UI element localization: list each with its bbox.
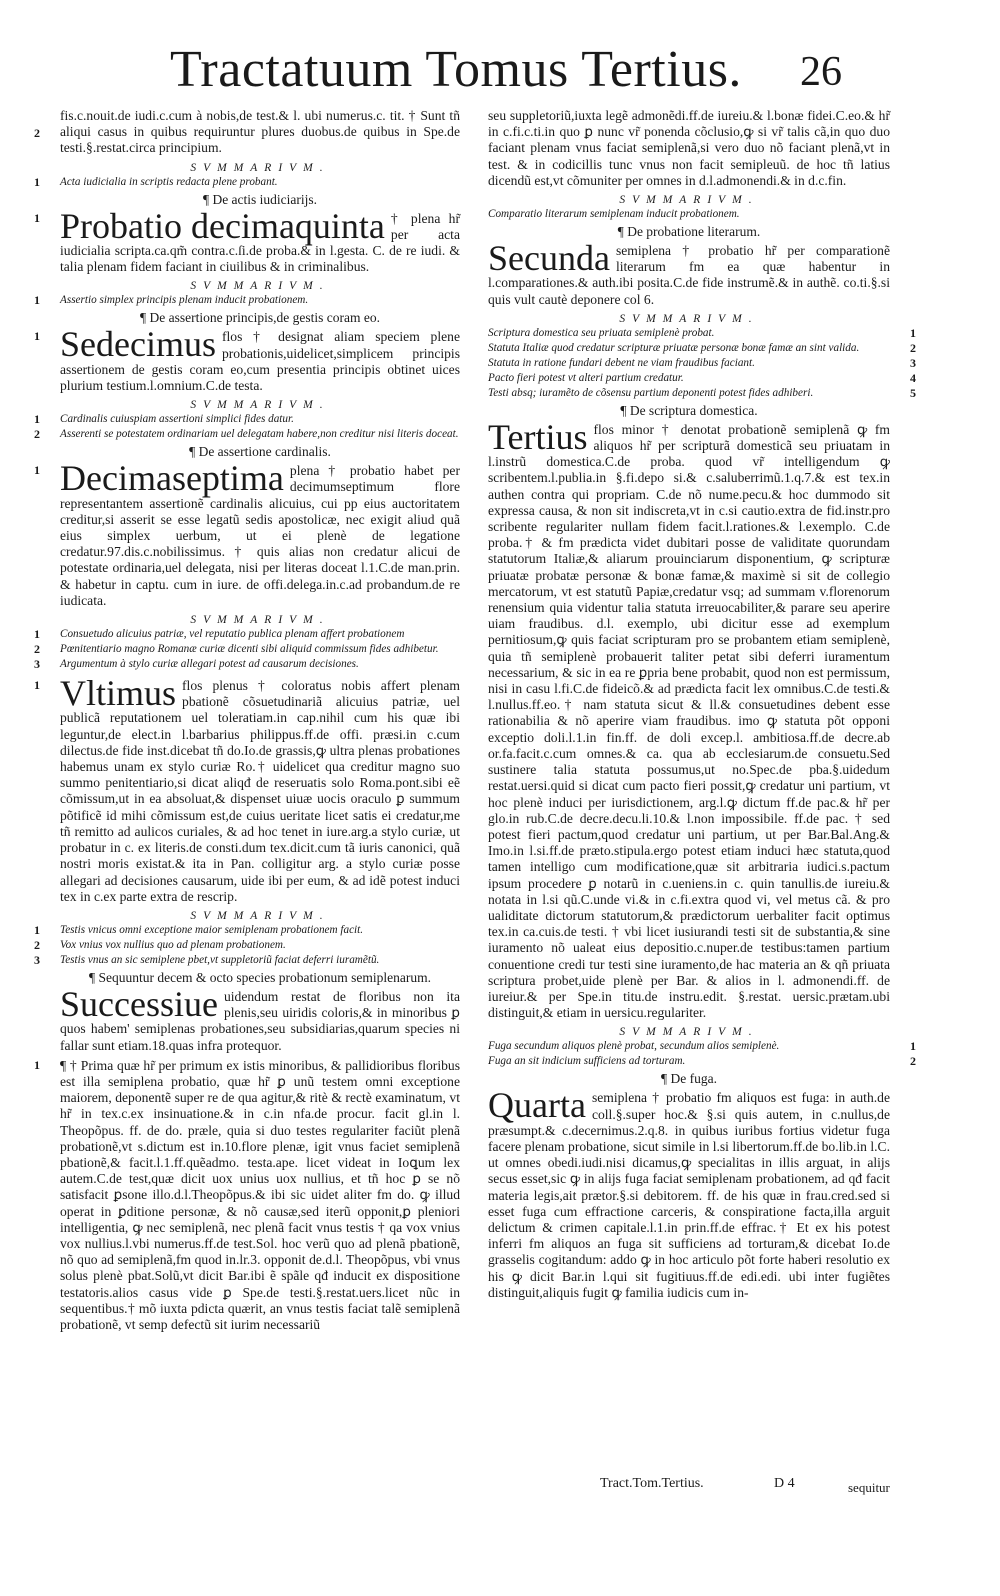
summary-item: 1 Testis vnicus omni exceptione maior semiplenam probationem facit. — [34, 922, 364, 937]
paragraph: 1 Probatio decimaquinta † plena hr̃ per acta iudicialia scripta.ca.qm̃ contra.c.ſi.de proba.& in l.gesta. C. de re iudi. & talia plenam fidem faciant in ciuilibus & in criminalibus. — [34, 205, 460, 275]
summary-item: 1 Acta iudicialia in scriptis redacta plene probant. — [34, 174, 278, 189]
summary-item: 1 Cardinalis cuiuspiam assertioni simplici fides datur. — [34, 412, 294, 427]
summarium-heading: SVMMARIVM. — [190, 909, 330, 922]
section-heading: ¶ Sequuntur decem & octo species probationum semiplenarum. — [88, 969, 432, 985]
initial-word: Successiue — [60, 983, 218, 1024]
page-number: 26 — [800, 49, 842, 95]
marginal-number: 1 — [34, 678, 40, 693]
summary-item: 3 Statuta in ratione fundari debent ne viam fraudibus faciant. — [488, 355, 916, 370]
running-title: Tractatuum Tomus Tertius. — [170, 41, 742, 98]
paragraph: 1 Sedecimus flos † designat aliam speciem plene probationis,uidelicet,simplicem principis assertionem de gestis coram eo,cum presentia principis obtinet uices plurium testium.l.omnium.C.de testa. — [34, 324, 460, 394]
section-heading: ¶ De assertione cardinalis. — [189, 444, 331, 460]
paragraph: 1 ¶ † Prima quæ hr̃ per primum ex istis minoribus, & pallidioribus floribus est illa semiplena probatio, quæ hr̃ ꝑ unũ testem omni exceptione maiorem, deponentẽ super re de qua agitur,& ritè & rectè examinatum, vt hr̃ in tex.c.ex insinuatione.& in c.in nfa.de procur. facit gl.in l. Theopõpus. ff. de do. præle, quia si duo testes regulariter faciũt plenã probationẽ,vt s.dictum est in.10.flore plenæ, igit vnus faciet semiplenã pbationẽ,& facit.l.1.ff.quẽadmo. testa.ape. licet videat in Ioꝗum lex autem.C.de test,quæ dicit uox unius uox nullius, et tñ hoc ꝑ se nõ satisfacit ꝑsone illo.d.l.Theopõpus.& ibi sic uidet aliter fm do. ꝙ illud operat in ꝑditione personæ, & nõ causæ,sed iterũ opponit,ꝑ pleniori intelligentia, ꝙ nec semiplenã, nec plenã facit vnus testis † qa vox vnius vox nullius.l.vbi numerus.ff.de test.Sol. hoc verũ quo ad plenã pbationẽ, nõ quo ad semiplenã,fm quod in.lr.3. opponit de.d.l. Theopõpus, vbi vnus solus plenè pbat.Solũ,vt dicit Bar.ibi ẽ spãle qđ inducit ex dispositione testatoris.alios casus vide ꝑ Spe.de testi.§.restat.uers.licet nũc in sequentibus.† mõ iuxta pdicta quærit, an vnus testis faciat talẽ semiplenã probationẽ, vt semp defectũ sit iurim necessariũ — [34, 1057, 460, 1332]
section-heading: ¶ De assertione principis,de gestis coram eo. — [139, 310, 381, 326]
marginal-number: 2 — [34, 126, 40, 140]
summarium-heading: SVMMARIVM. — [190, 161, 330, 174]
summarium-heading: SVMMARIVM. — [190, 399, 330, 412]
marginal-number: 1 — [34, 210, 40, 225]
catchword: sequitur — [848, 1480, 890, 1495]
summary-item: 1 Scriptura domestica seu priuata semiplenè probat. — [488, 325, 916, 340]
summarium-heading: SVMMARIVM. — [190, 280, 330, 293]
summarium-heading: SVMMARIVM. — [619, 312, 759, 325]
initial-word: Secunda — [488, 238, 610, 279]
paragraph: Successiue uidendum restat de floribus non ita plenis,seu uiridis coloris,& in minoribus ꝑ quos habem' semiplenas probationes,seu subsidiarias,quarum species ni fallar sunt etiam.18.quas infra protequor. — [60, 983, 460, 1053]
initial-word: Probatio decimaquinta — [60, 205, 385, 246]
section-heading: ¶ De actis iudiciarijs. — [202, 191, 318, 207]
paragraph: Tertius flos minor † denotat probationẽ semiplenã ꝙ fm aliquos hr̃ per scripturã domesticã seu priuatam in l.instrũ domestica.C.de proba. quod vr̃ intelligendum ꝙ scribentem.l.publia.in §.fi.depo si.& c.saluberrimũ.1.q.7.& est tex.in authen contra qui propriam. C.de nõ nume.pecu.& hoc dummodo sit expressa causa, & non sit indiscreta,vt in c.si cautio.extra de fid.instr.pro scribente regulariter nullam fidem facit.l.rationes.& l.exemplo. C.de proba.† & fm prædicta videt dubitari posse de validitate quorundam statutorum Italiæ,& aliarum prouinciarum disponentium, ꝙ scripturæ priuatæ probatæ personæ & bonæ famæ,& maximè si sit de collegio mercatorum, vt est statutũ Papiæ,credatur vsq; ad summam v.florenorum renensium quia videntur talia statuta irreuocabiliter,& parare seu aperire uiam fraudibus. d.l. exemplo, ubi dicitur esse ad exemplum pernitiosum,ꝙ quis faciat scripturam pro se probantem etiam semiplenè, quia tñ semiplenè probauerit taliter petat sibi deferri iuramentum necessarium, & sic in ea re ꝑpria bene probabit, quod non est permissum, nisi in casu l.fi.C.de fideicõ.& ad prædicta facit lex omnibus.C.de testi.& l.nullus.ff.eo.† nam statuta sicut & ll.& consuetudines debent esse rationabilia & nõ aperire viam fraudibus. imo ꝙ statuta põt opponi exceptio doli.l.1.in fin.ff. de doli excep.l. ambitiosa.ff.de decre.ab or.fa.facit.c.cum omnes.& ca. qua ab ecclesiarum.de consuetu.Sed sustinere talia statuta possumus,ut no.Spec.de pba.§.uidedum restat.uersi.quid si dicat cum pacto fieri possit,ꝙ credatur uni partium, vt hoc plenè induci per iurisdictionem, arg.l.ꝙ dictum ff.de pac.& hr̃ per glo.in rub.C.de decre.decu.li.10.& l.non impossibile. ff.de pac. † sed potest fieri pactum,quod credatur uni partium, ut per Bar.Bal.Ang.& Imo.in l.si.ff.de præto.stipula.ergo potest etiam induci hæc statuta,quod tamen intelligo cum modificatione,quæ sit arbitraria iudici.s.pactum ipsum procedere ꝑ notarũ in c.ueniens.in c. quin tanullis.de iureiu.& notata in l.si qũ.C.unde vi.& in c.fi.extra quod vi, vel metus cã. & pro ualiditate dictorum statutorum,& prædictorum uerbaliter facit optimus tex.in ca.cuis.de testi. † vbi licet iusiurandi testi sit de substantia,& sine iuramento nõ ualeat eius depositio.c.nuper.de testibus:tamen partium conuentione credi tur testi sine iuramento,de hac materia an & qñ priuata scriptura probet,uide plenè per Bar. & alios in l. admonendi.ff. de iureiur.& per Spe.in titu.de instru.edit. §.restat. uersic.prætam.ubi distinguit,& etiam in uersicu.regulariter. — [488, 416, 890, 1021]
summary-item: 2 Asserenti se potestatem ordinariam uel delegatam habere,non creditur nisi literis doceat. — [34, 427, 459, 442]
marginal-number: 1 — [34, 463, 40, 478]
summary-item: 1 Fuga secundum aliquos plenè probat, secundum alios semiplenè. — [488, 1039, 916, 1054]
summary-item: 4 Pacto fieri potest vt alteri partium credatur. — [488, 370, 916, 385]
section-heading: ¶ De fuga. — [661, 1071, 717, 1087]
section-heading: ¶ De scriptura domestica. — [620, 402, 758, 418]
summarium-heading: SVMMARIVM. — [190, 614, 330, 627]
section-heading: ¶ De probatione literarum. — [617, 224, 761, 240]
paragraph: 1 Vltimus flos plenus † coloratus nobis affert plenam pbationẽ cõsuetudinariã alicuius patriæ, uel publicã reputationem uel toleratiam.in cap.nihil cum his quæ ibi leguntur,de elect.in l.barbarius philippus.ff.de offi. præsi.in c.cum dilectus.de fide inst.dicebat tñ do.Io.de grassis,ꝙ ultra plenas probationes habemus unam ex stylo curiæ Ro.† uidelicet qua creditur magno suo summo penitentiario,si dicat aliqđ de reseruatis solo Roma.pont.sibi eẽ cõmissum,ut in ea absoluat,& dispenset uiuæ uocis oraculo ꝑ summum põtificẽ id mihi cõmissum est,de cuius ueritate licet satis ei credatur,me tñ remitto ad aulicos curiales, & ad hoc tenet in iure.arg.a stylo curiæ, ut probatur in c. ex literis.de consti.dum tex.dicit.cum tã iuris canonici, quã nostri moris existat.& ita in Pan. colligitur arg. a stylo curiæ posse allegari ad decisiones causarum, uide ibi per eum, & ad idẽ potest induci tex in c.ex parte extra de rescrip. — [34, 673, 460, 904]
initial-word: Sedecimus — [60, 324, 216, 365]
summary-item: 3 Testis vnus an sic semiplene pbet,vt suppletoriũ faciat deferri iuramẽtũ. — [34, 952, 380, 967]
summarium-heading: SVMMARIVM. — [619, 1026, 759, 1039]
summary-item: 2 Fuga an sit indicium sufficiens ad torturam. — [488, 1054, 916, 1069]
right-column — [488, 108, 916, 1480]
paragraph: 2 fis.c.nouit.de iudi.c.cum à nobis,de test.& l. ubi numerus.c. tit. † Sunt tñ aliqui casus in quibus requiruntur plures duobus.de quibus in Spe.de testi.§.restat.circa principium. — [34, 108, 460, 156]
paragraph: Quarta semiplena † probatio fm aliquos est fuga: in auth.de coll.§.super hoc.& §.si quis autem, in c.nullus,de præsumpt.& c.decernimus.2.q.8. in quibus iuribus fortius videtur fuga facere plenam probatione, sicut simile in l.si libertorum.ff.de bo.lib.in l.C. ut omnes obedi.iudi.nisi dicamus,ꝙ specialitas in illis arguat, in alijs secus esset,sic ꝙ in alijs fuga faciat semiplenam probationem, ad qđ facit materia legis,ait prætor.§.si debitorem. ff. de his quæ in frau.cred.sed si esset fuga cum effractione carceris, & conspiratione facta,illa arguit delictum & crimen capitale.l.1.in prin.ff.de effrac.† Et ex his potest inferri fm aliquos an fuga sit sufficiens ad torturam,& dicebat Io.de grasselis cogitandum: addo ꝙ in hoc articulo põt forte haberi resolutio ex his ꝙ dicit Bar.in l.qui sit fugitiuus.ff.de edi.edi. ubi inter fugiẽtes distinguit,aliquis fugit ꝙ familia iudicis cum in- — [488, 1085, 890, 1300]
summarium-heading: SVMMARIVM. — [619, 194, 759, 207]
initial-word: Vltimus — [60, 673, 177, 714]
initial-word: Decimaseptima — [60, 458, 284, 499]
left-column — [34, 108, 460, 1480]
paragraph: 1 Decimaseptima plena † probatio habet per decimumseptimum flore representantem assertionẽ cardinalis alicuius, cui pp eius auctoritatem creditur,si asserit se esse legatũ sedis apostolicæ, nec exigit aliud quã eius simplex uerbum, ut ei plenè de legatione credatur.97.dis.c.nobilissimus. † quis alias non credatur alicui de potestate ordinaria,uel delegata, nisi per literas doceat l.1.C.de man.prin. & habetur in captu. cum in iure. de offi.delega.in.c.ad probandum.de re iudicata. — [34, 458, 460, 608]
signature-mark: D 4 — [774, 1476, 795, 1491]
paragraph: Secunda semiplena † probatio hr̃ per comparationẽ literarum fm ea quæ habentur in l.comparationes.& auth.ibi posita.C.de fide instrumẽ.& in authẽ. co.ti.§.si quis vult cautè deponere col 6. — [488, 238, 890, 307]
marginal-number: 1 — [34, 329, 40, 344]
summary-item: 2 Vox vnius vox nullius quo ad plenam probationem. — [34, 937, 286, 952]
summary-item: Comparatio literarum semiplenam inducit probationem. — [488, 208, 740, 221]
summary-item: 2 Pœnitentiario magno Romanæ curiæ dicenti sibi aliquid commissum fides adhibetur. — [34, 642, 439, 657]
paragraph: seu suppletoriũ,iuxta legẽ admonẽdi.ff.de iureiu.& l.bonæ fidei.C.eo.& hr̃ in c.fi.c.ti.in quo ꝑ nunc vr̃ ponenda cõclusio,ꝙ si vr̃ talis cã,in quo duo faciant plenam vnus faciat semiplenã,si vero duo nõ faciant plenã,vt in test. & in codicillis tunc vnus non facit semipleuũ. de hoc tñ latius dicendũ est,vt cõmuniter per omnes in d.l.admonendi.& in d.c.fin. — [488, 108, 890, 188]
summary-item: 2 Statuta Italiæ quod credatur scripturæ priuatæ personæ bonæ famæ an sint valida. — [488, 340, 916, 355]
footer-running-title: Tract.Tom.Tertius. — [600, 1476, 704, 1491]
initial-word: Tertius — [488, 416, 588, 457]
summary-item: 5 Testi absq; iuramẽto de cõsensu partium deponenti potest fides adhiberi. — [488, 385, 916, 400]
summary-item: 1 Assertio simplex principis plenam inducit probationem. — [34, 293, 309, 308]
summary-item: 3 Argumentum à stylo curiæ allegari potest ad causarum decisiones. — [34, 657, 359, 672]
summary-item: 1 Consuetudo alicuius patriæ, vel reputatio publica plenam affert probationem — [34, 627, 405, 642]
initial-word: Quarta — [488, 1085, 586, 1126]
marginal-number: 1 — [34, 1057, 40, 1072]
